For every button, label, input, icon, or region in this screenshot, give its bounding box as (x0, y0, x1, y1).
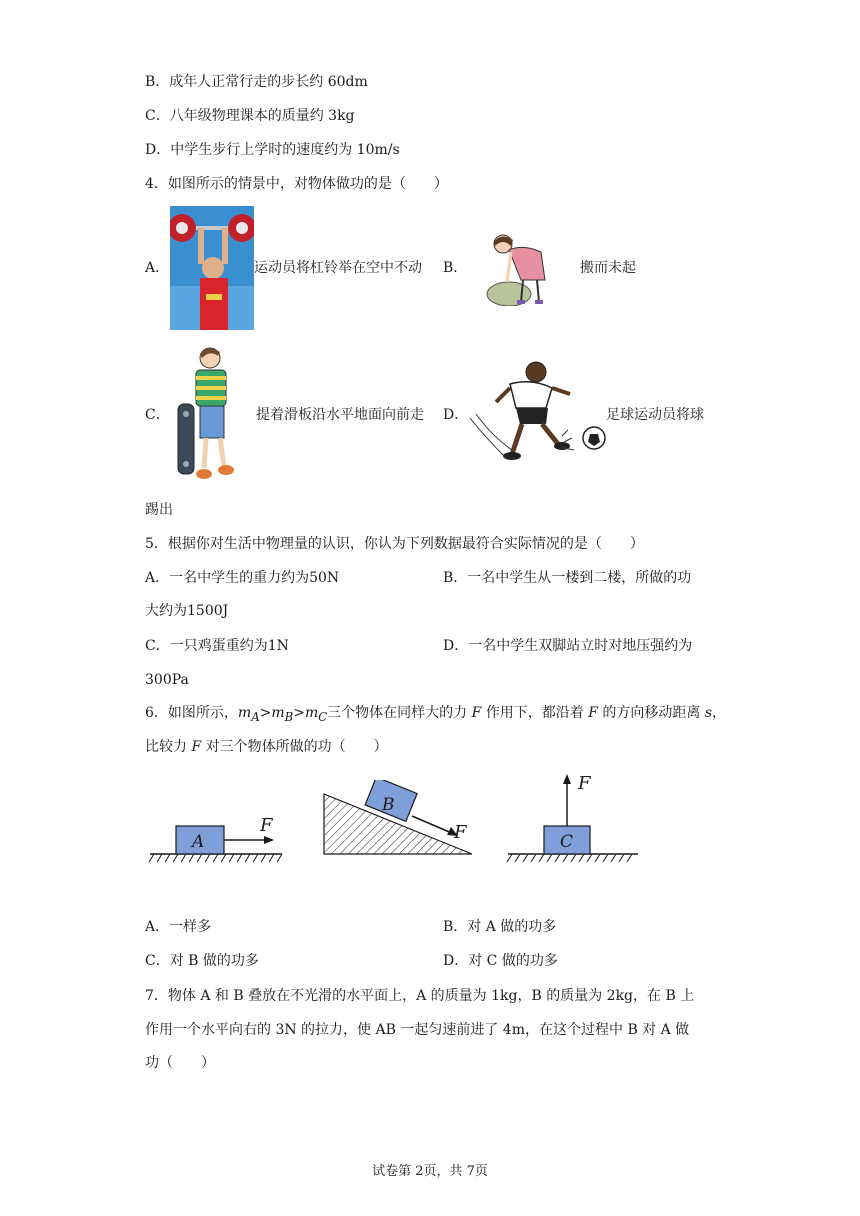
q5-option-a: A．一名中学生的重力约为50N (145, 570, 340, 586)
q4-d-continued: 踢出 (145, 502, 173, 518)
figure-force-a: F (260, 815, 273, 836)
figure-label-b: B (382, 795, 395, 815)
q3-option-b: B．成年人正常行走的步长约 60dm (145, 74, 368, 90)
figure-label-a: A (192, 832, 205, 852)
q4-a-text: 运动员将杠铃举在空中不动 (254, 260, 422, 276)
q4-b-label: B． (443, 260, 468, 276)
q7-line1: 7．物体 A 和 B 叠放在不光滑的水平面上，A 的质量为 1kg，B 的质量为 2kg，在 B 上 (145, 988, 695, 1004)
soccer-player-image (466, 358, 608, 466)
figure-force-b: F (454, 822, 467, 843)
figure-force-c: F (578, 773, 591, 794)
q4-stem: 4．如图所示的情景中，对物体做功的是（ ） (145, 176, 448, 192)
q3-option-c: C．八年级物理课本的质量约 3kg (145, 108, 355, 124)
q4-a-label: A． (145, 260, 170, 276)
q6-stem-line1: 6．如图所示，$m_A>m_B>m_C$三个物体在同样大的力 F 作用下，都沿着 F 的方向移动距离 s， (145, 705, 727, 724)
figure-label-c: C (560, 832, 574, 852)
q5-option-d: D．一名中学生双脚站立时对地压强约为 (443, 638, 693, 654)
q5-option-b: B．一名中学生从一楼到二楼，所做的功 (443, 570, 692, 586)
q4-d-label: D． (443, 407, 469, 423)
q5-stem: 5．根据你对生活中物理量的认识，你认为下列数据最符合实际情况的是（ ） (145, 536, 644, 552)
girl-lifting-image (483, 230, 555, 306)
q5-option-d-continued: 300Pa (145, 672, 189, 688)
q6-option-c: C．对 B 做的功多 (145, 953, 259, 969)
q4-b-text: 搬而未起 (580, 260, 636, 276)
q7-line3: 功（ ） (145, 1055, 215, 1071)
q6-option-b: B．对 A 做的功多 (443, 919, 557, 935)
q6-option-d: D．对 C 做的功多 (443, 953, 558, 969)
q3-option-d: D．中学生步行上学时的速度约为 10m/s (145, 142, 400, 158)
q6-stem-line2: 比较力 F 对三个物体所做的功（ ） (145, 739, 388, 755)
q5-option-b-continued: 大约为1500J (145, 603, 229, 619)
q7-line2: 作用一个水平向右的 3N 的拉力，使 AB 一起匀速前进了 4m，在这个过程中 B 对 A 做 (145, 1022, 690, 1038)
figure-incline-b (320, 780, 480, 860)
q4-d-text: 足球运动员将球 (606, 407, 704, 423)
q4-c-label: C． (145, 407, 170, 423)
page-footer: 试卷第 2页，共 7页 (372, 1164, 488, 1179)
q5-option-c: C．一只鸡蛋重约为1N (145, 638, 289, 654)
figure-block-c (504, 770, 644, 868)
q6-option-a: A．一样多 (145, 919, 212, 935)
q4-c-text: 提着滑板沿水平地面向前走 (256, 407, 424, 423)
boy-with-skateboard-image (176, 344, 238, 484)
weightlifter-image (170, 206, 254, 330)
